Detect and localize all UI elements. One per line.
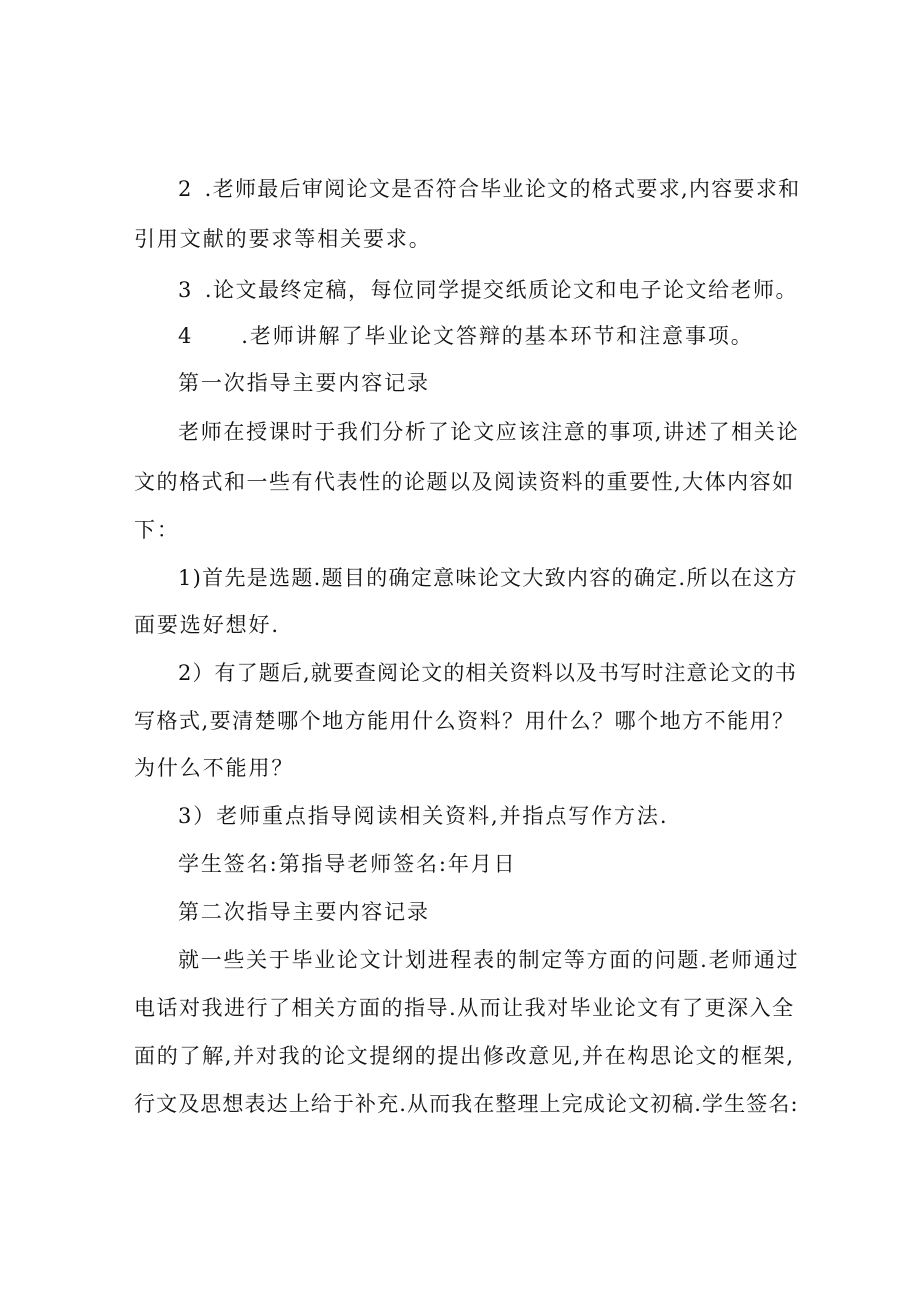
section-2-body-line: 电话对我进行了相关方面的指导.从而让我对毕业论文有了更深入全 — [134, 996, 795, 1020]
item-number: 2 — [178, 177, 193, 201]
item-text: .老师最后审阅论文是否符合毕业论文的格式要求,内容要求和 — [204, 177, 801, 201]
item-number: 3 — [178, 278, 193, 302]
item-2-continuation: 引用文献的要求等相关要求。 — [134, 227, 432, 251]
section-1-intro-line: 老师在授课时于我们分析了论文应该注意的事项,讲述了相关论 — [178, 420, 800, 444]
item-text: .论文最终定稿，每位同学提交纸质论文和电子论文给老师。 — [204, 278, 799, 302]
point-3-line: 3）老师重点指导阅读相关资料,并指点写作方法. — [178, 804, 669, 828]
item-2 — [178, 179, 800, 200]
item-3 — [178, 280, 798, 301]
point-1-line: 面要选好想好. — [134, 613, 280, 637]
point-2-line: 2）有了题后,就要查阅论文的相关资料以及书写时注意论文的书 — [178, 661, 797, 685]
item-text: .老师讲解了毕业论文答辩的基本环节和注意事项。 — [241, 324, 754, 348]
section-2-body-line: 行文及思想表达上给于补充.从而我在整理上完成论文初稿.学生签名: — [134, 1092, 799, 1116]
point-2-line: 写格式,要清楚哪个地方能用什么资料？用什么？哪个地方不能用？ — [134, 709, 795, 733]
point-2-line: 为什么不能用？ — [134, 756, 295, 780]
item-number: 4 — [178, 324, 194, 348]
signature-line: 学生签名:第指导老师签名:年月日 — [178, 852, 517, 876]
section-2-body-line: 面的了解,并对我的论文提纲的提出修改意见,并在构思论文的框架, — [134, 1044, 795, 1068]
item-4 — [178, 326, 754, 347]
point-1-line: 1)首先是选题.题目的确定意味论文大致内容的确定.所以在这方 — [178, 566, 798, 590]
section-2-heading: 第二次指导主要内容记录 — [178, 900, 430, 924]
section-2-body-line: 就一些关于毕业论文计划进程表的制定等方面的问题.老师通过 — [178, 948, 800, 972]
section-1-intro-line: 文的格式和一些有代表性的论题以及阅读资料的重要性,大体内容如 — [134, 470, 795, 494]
section-1-heading: 第一次指导主要内容记录 — [178, 371, 430, 395]
section-1-intro-line: 下： — [134, 518, 180, 542]
